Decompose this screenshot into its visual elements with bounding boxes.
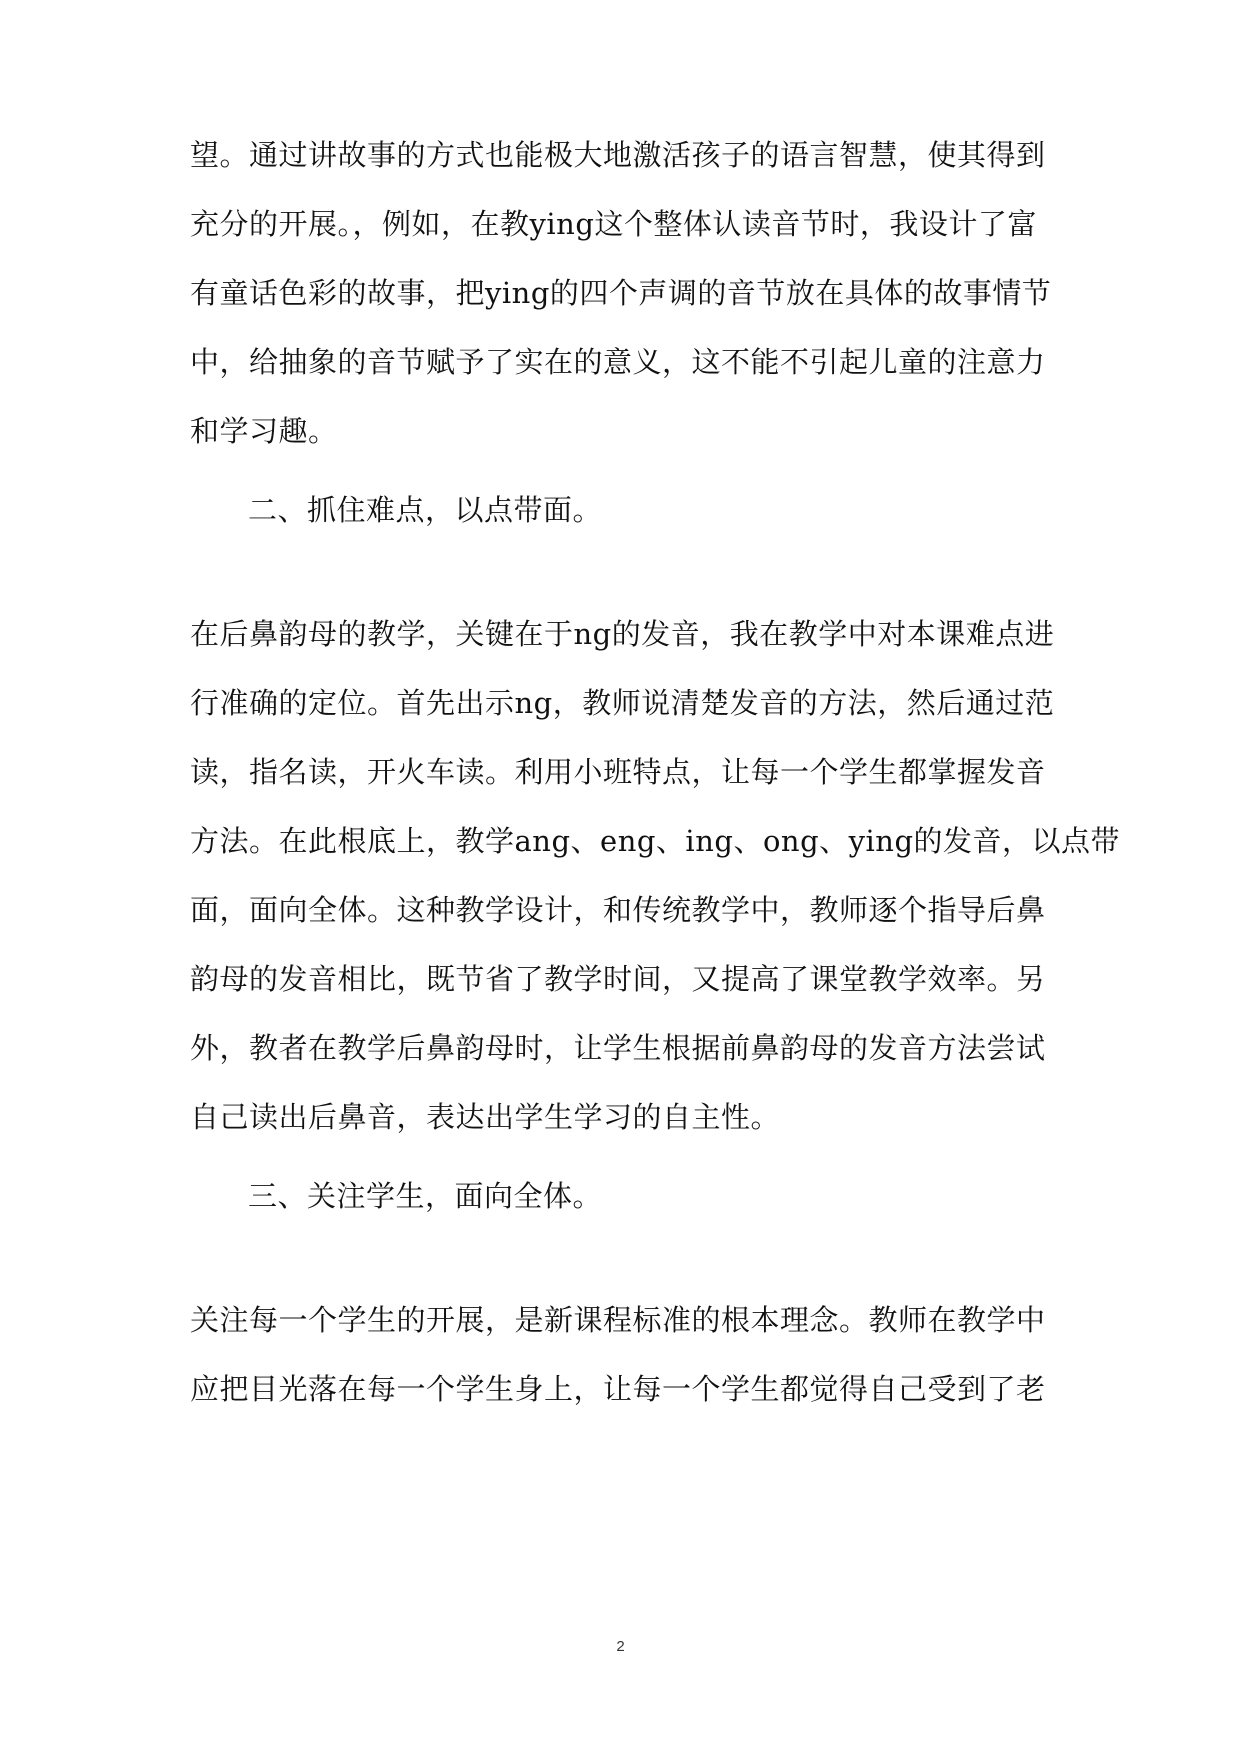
- paragraph-2-line-8: 自己读出后鼻音，表达出学生学习的自主性。: [190, 1100, 781, 1134]
- section-heading-3: 三、关注学生，面向全体。: [248, 1179, 603, 1213]
- paragraph-1-line-4: 中，给抽象的音节赋予了实在的意义，这不能不引起儿童的注意力: [190, 345, 1046, 379]
- paragraph-1-line-1: 望。通过讲故事的方式也能极大地激活孩子的语言智慧，使其得到: [190, 138, 1046, 172]
- paragraph-2-line-1: 在后鼻韵母的教学，关键在于ng的发音，我在教学中对本课难点进: [190, 617, 1055, 651]
- paragraph-2-line-2: 行准确的定位。首先出示ng，教师说清楚发音的方法，然后通过范: [190, 686, 1055, 720]
- paragraph-1-line-2: 充分的开展。，例如，在教ying这个整体认读音节时，我设计了富: [190, 207, 1037, 241]
- paragraph-2-line-5: 面，面向全体。这种教学设计，和传统教学中，教师逐个指导后鼻: [190, 893, 1046, 927]
- paragraph-2-line-3: 读，指名读，开火车读。利用小班特点，让每一个学生都掌握发音: [190, 755, 1046, 789]
- paragraph-2-line-7: 外，教者在教学后鼻韵母时，让学生根据前鼻韵母的发音方法尝试: [190, 1031, 1046, 1065]
- paragraph-2-line-4: 方法。在此根底上，教学ang、eng、ing、ong、ying的发音，以点带: [190, 824, 1121, 858]
- paragraph-2-line-6: 韵母的发音相比，既节省了教学时间，又提高了课堂教学效率。另: [190, 962, 1046, 996]
- section-heading-2: 二、抓住难点，以点带面。: [248, 493, 603, 527]
- paragraph-3-line-2: 应把目光落在每一个学生身上，让每一个学生都觉得自己受到了老: [190, 1372, 1046, 1406]
- paragraph-3-line-1: 关注每一个学生的开展，是新课程标准的根本理念。教师在教学中: [190, 1303, 1046, 1337]
- paragraph-1-line-3: 有童话色彩的故事，把ying的四个声调的音节放在具体的故事情节: [190, 276, 1052, 310]
- paragraph-1-line-5: 和学习趣。: [190, 414, 338, 448]
- page-number: 2: [616, 1638, 625, 1655]
